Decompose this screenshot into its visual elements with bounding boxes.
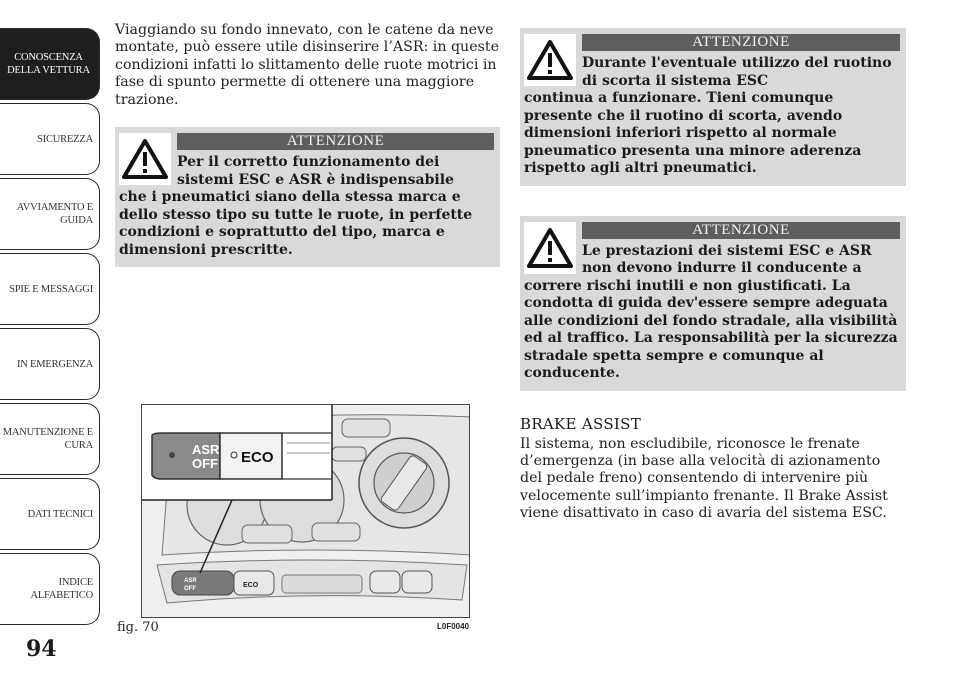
- warning-triangle-icon: [524, 222, 576, 274]
- warning-rest: che i pneumatici siano della stessa marca e dello stesso tipo su tutte le ruote, in perfette condizioni e soprattutto del tipo, marca e dimensioni prescritte.: [119, 189, 473, 258]
- small-eco-label: ECO: [243, 582, 259, 589]
- tab-in-emergenza[interactable]: [0, 328, 100, 400]
- tab-label: SICUREZZA: [37, 133, 93, 145]
- warning-rest: correre rischi inutili e non giustificati. La condotta di guida dev'essere sempre adeguata alle condizioni del fondo stradale, alla visibilità ed al traffico. La responsabilità per la sicurezza stradale spetta sempre e comunque al conducente.: [524, 277, 898, 381]
- figure-code: L0F0040: [437, 622, 470, 631]
- small-asr-line2: OFF: [184, 586, 196, 592]
- right-column: [520, 28, 906, 523]
- zoom-asr-line1: ASR: [192, 442, 220, 457]
- section-title-brake-assist: BRAKE ASSIST: [520, 414, 641, 433]
- zoom-asr-line2: OFF: [192, 456, 218, 471]
- page-number: 94: [26, 636, 57, 662]
- warning-triangle-icon: [119, 133, 171, 185]
- warning-first-lines: Durante l'eventuale utilizzo del ruotino di scorta il sistema ESC: [582, 55, 892, 89]
- tab-label: INDICE ALFABETICO: [30, 577, 93, 601]
- tab-avviamento-e-guida[interactable]: [0, 178, 100, 250]
- zoom-eco-label: ECO: [241, 449, 274, 466]
- tab-sicurezza[interactable]: [0, 103, 100, 175]
- warning-box-esc-asr: [520, 216, 906, 391]
- warning-header: ATTENZIONE: [582, 34, 900, 51]
- warning-header: ATTENZIONE: [177, 133, 494, 150]
- tab-label: DATI TECNICI: [27, 508, 93, 520]
- warning-text: [524, 55, 900, 178]
- tab-spie-e-messaggi[interactable]: [0, 253, 100, 325]
- tab-label: SPIE E MESSAGGI: [9, 283, 93, 295]
- warning-triangle-icon: [524, 34, 576, 86]
- tab-conoscenza-della-vettura[interactable]: [0, 28, 100, 100]
- warning-text: [119, 154, 494, 259]
- tab-manutenzione-e-cura[interactable]: [0, 403, 100, 475]
- warning-first-lines: Le prestazioni dei sistemi ESC e ASR non devono indurre il conducente a: [582, 242, 872, 276]
- left-column: [115, 22, 500, 267]
- intro-paragraph: Viaggiando su fondo innevato, con le catene da neve montate, può essere utile disinserire l’ASR: in queste condizioni infatti lo slittamento delle ruote motrici in fase di spunto permette di ottenere una maggiore trazione.: [115, 22, 499, 108]
- warning-rest: continua a funzionare. Tieni comunque presente che il ruotino di scorta, avendo dimensioni inferiori rispetto al normale pneumatico presenta una minore aderenza rispetto agli altri pneumatici.: [524, 90, 862, 176]
- brake-assist-paragraph: Il sistema, non escludibile, riconosce le frenate d’emergenza (in base alla velocità di azionamento del pedale freno) consentendo di intervenire più velocemente sull’impianto frenante. Il Brake Assist viene disattivato in caso di avaria del sistema ESC.: [520, 435, 888, 522]
- small-asr-line1: ASR: [184, 578, 197, 584]
- warning-header: ATTENZIONE: [582, 222, 900, 239]
- tab-label: MANUTENZIONE E CURA: [2, 427, 93, 451]
- warning-first-lines: Per il corretto funzionamento dei sistemi ESC e ASR è indispensabile: [177, 154, 454, 188]
- tab-label: AVVIAMENTO E GUIDA: [16, 202, 93, 226]
- warning-box-spare-wheel: [520, 28, 906, 186]
- tab-label: CONOSCENZA DELLA VETTURA: [7, 52, 90, 76]
- tab-label: IN EMERGENZA: [16, 358, 93, 370]
- figure-caption: fig. 70: [117, 620, 159, 635]
- warning-text: [524, 243, 900, 383]
- dashboard-illustration: [142, 405, 470, 618]
- tab-indice-alfabetico[interactable]: [0, 553, 100, 625]
- chapter-sidebar: [0, 28, 100, 628]
- tab-dati-tecnici[interactable]: [0, 478, 100, 550]
- dashboard-figure: [141, 404, 470, 618]
- warning-box-tyres: [115, 127, 500, 267]
